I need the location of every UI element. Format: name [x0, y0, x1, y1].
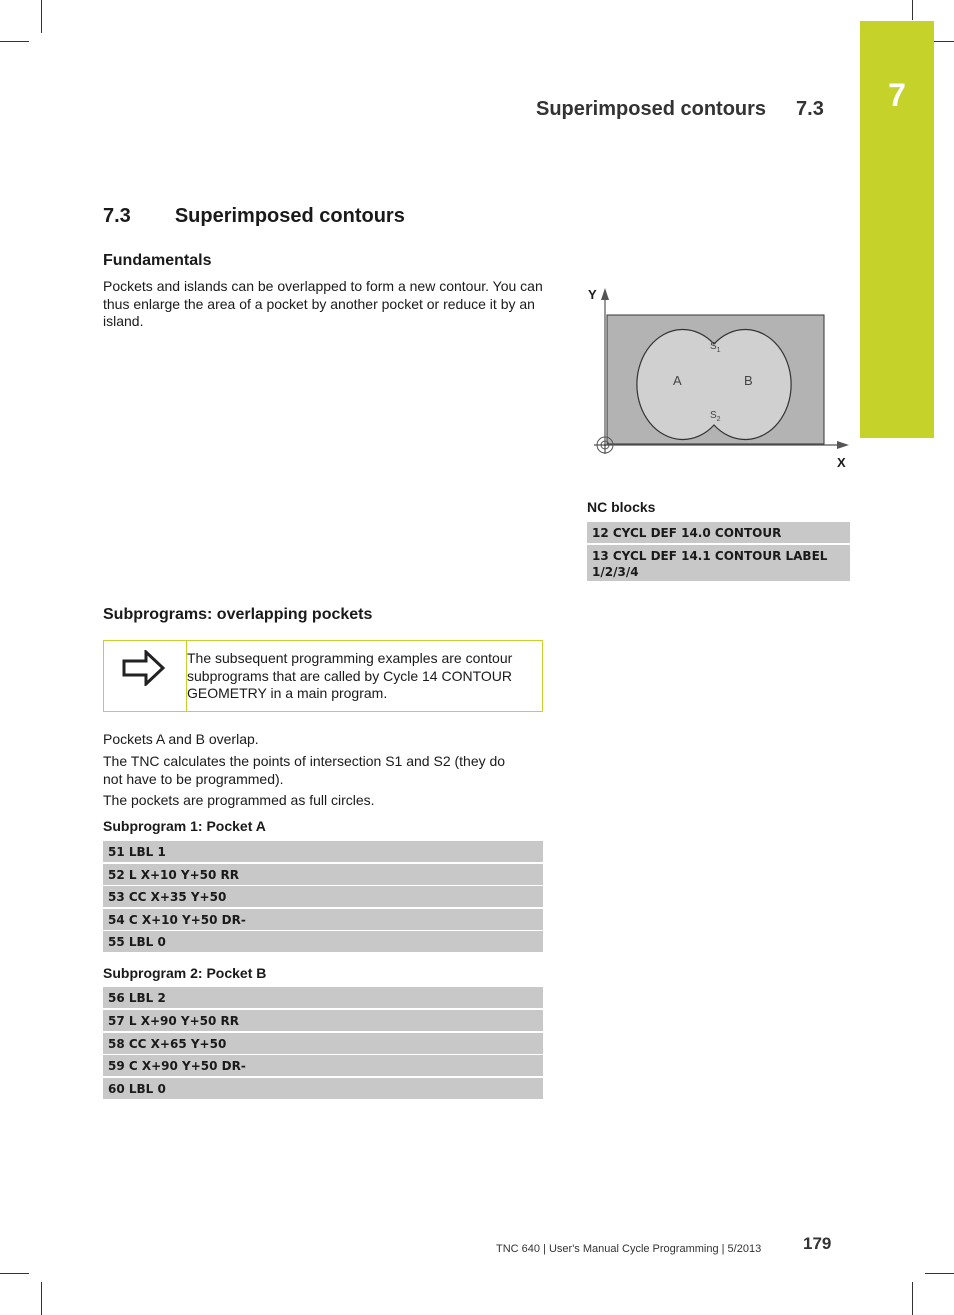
s2-label: $S_2$ — [710, 410, 721, 423]
y-axis-arrow-icon — [601, 288, 609, 300]
y-axis-label: Y — [588, 287, 597, 302]
code-row: 54 C X+10 Y+50 DR- — [103, 909, 543, 930]
crop-mark — [0, 1273, 29, 1274]
pocket-a-title: Subprogram 1: Pocket A — [103, 818, 266, 834]
nc-block-row: 13 CYCL DEF 14.1 CONTOUR LABEL 1/2/3/4 — [587, 545, 850, 581]
pocket-b-label: B — [744, 373, 753, 388]
chapter-tab — [860, 21, 934, 438]
nc-block-row: 12 CYCL DEF 14.0 CONTOUR — [587, 522, 850, 543]
code-row: 52 L X+10 Y+50 RR — [103, 864, 543, 885]
crop-mark — [912, 1282, 913, 1315]
crop-mark — [0, 41, 29, 42]
code-row: 53 CC X+35 Y+50 — [103, 886, 543, 907]
crop-mark — [925, 1273, 954, 1274]
fundamentals-heading: Fundamentals — [103, 252, 212, 269]
overlapping-pockets-figure — [586, 284, 856, 474]
pocket-a-label: A — [673, 373, 682, 388]
code-row: 59 C X+90 Y+50 DR- — [103, 1055, 543, 1076]
code-row: 58 CC X+65 Y+50 — [103, 1033, 543, 1054]
crop-mark — [41, 0, 42, 33]
nc-blocks-title: NC blocks — [587, 499, 656, 515]
s1-label: $S_1$ — [710, 341, 721, 354]
running-head — [536, 98, 824, 121]
paragraph: Pockets A and B overlap. — [103, 731, 259, 747]
section-heading — [103, 205, 405, 228]
crop-mark — [912, 0, 913, 20]
paragraph: The pockets are programmed as full circles. — [103, 792, 375, 808]
fundamentals-text: Pockets and islands can be overlapped to form a new contour. You can thus enlarge the area of a pocket by another pocket or reduce it by an island. — [103, 278, 543, 329]
subprograms-heading: Subprograms: overlapping pockets — [103, 606, 373, 623]
chapter-number: 7 — [888, 77, 906, 113]
x-axis-arrow-icon — [837, 441, 849, 449]
crop-mark — [41, 1282, 42, 1315]
footer-text: TNC 640 | User's Manual Cycle Programming | 5/2013 — [496, 1243, 762, 1255]
code-row: 57 L X+90 Y+50 RR — [103, 1010, 543, 1031]
paragraph: The TNC calculates the points of intersection S1 and S2 (they do not have to be programmed). — [103, 753, 506, 787]
code-row: 51 LBL 1 — [103, 841, 543, 862]
note-box — [103, 640, 543, 712]
section-title: Superimposed contours — [174, 205, 405, 227]
arrow-right-icon — [122, 650, 166, 686]
code-row: 55 LBL 0 — [103, 931, 543, 952]
note-text: The subsequent programming examples are contour subprograms that are called by Cycle 14 CONTOUR GEOMETRY in a main program. — [187, 650, 513, 701]
code-row: 56 LBL 2 — [103, 987, 543, 1008]
running-head-title: Superimposed contours — [536, 98, 767, 120]
section-number: 7.3 — [103, 205, 131, 227]
running-head-section: 7.3 — [796, 98, 824, 120]
pocket-b-title: Subprogram 2: Pocket B — [103, 965, 267, 981]
code-row: 60 LBL 0 — [103, 1078, 543, 1099]
x-axis-label: X — [837, 455, 846, 470]
page-number: 179 — [803, 1234, 832, 1253]
